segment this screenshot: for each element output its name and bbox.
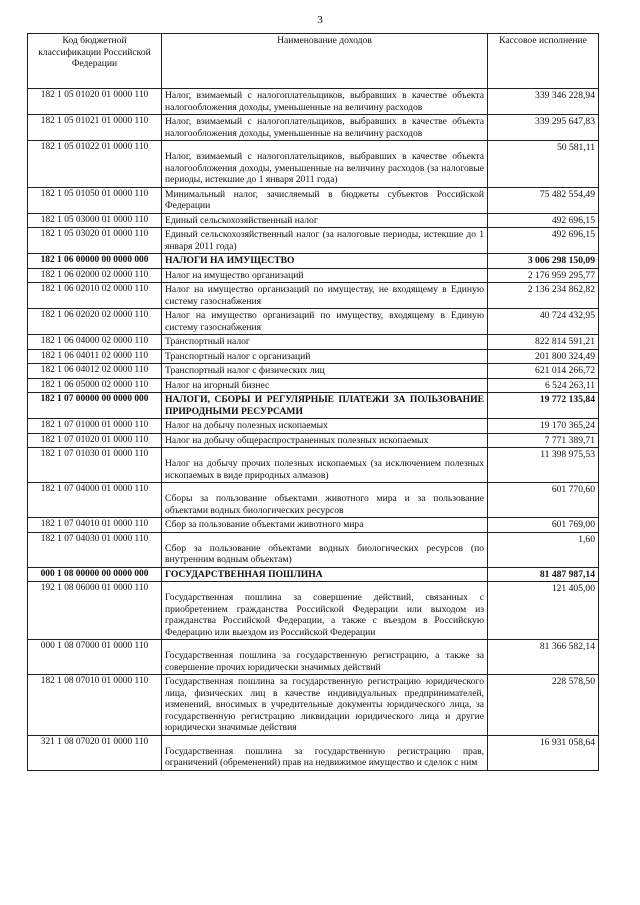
table-row [28, 254, 599, 269]
row-amount: 16 931 058,64 [488, 735, 599, 770]
row-code: 182 1 08 07010 01 0000 110 [28, 675, 162, 736]
row-code: 182 1 07 04030 01 0000 110 [28, 532, 162, 567]
row-amount: 81 366 582,14 [488, 640, 599, 675]
row-amount: 228 578,50 [488, 675, 599, 736]
row-amount: 11 398 975,53 [488, 448, 599, 483]
row-amount: 339 346 228,94 [488, 89, 599, 115]
row-code: 182 1 07 04010 01 0000 110 [28, 518, 162, 533]
row-code: 182 1 06 05000 02 0000 110 [28, 378, 162, 393]
row-name: Единый сельскохозяйственный налог [162, 213, 488, 228]
row-code: 182 1 06 02010 02 0000 110 [28, 283, 162, 309]
table-row [28, 141, 599, 188]
row-name: Минимальный налог, зачисляемый в бюджеты субъектов Российской Федерации [162, 187, 488, 213]
row-amount: 6 524 263,11 [488, 378, 599, 393]
row-name: Налог, взимаемый с налогоплательщиков, выбравших в качестве объекта налогообложения доходы, уменьшенные на величину расходов [162, 115, 488, 141]
row-amount: 201 800 324,49 [488, 349, 599, 364]
table-row [28, 213, 599, 228]
row-amount: 121 405,00 [488, 582, 599, 640]
table-row [28, 640, 599, 675]
header-name: Наименование доходов [162, 34, 488, 89]
row-amount: 822 814 591,21 [488, 335, 599, 350]
row-code: 182 1 05 01050 01 0000 110 [28, 187, 162, 213]
row-name: Государственная пошлина за государственную регистрацию прав, ограничений (обременений) прав на недвижимое имущество и сделок с ним [162, 735, 488, 770]
row-code: 000 1 08 07000 01 0000 110 [28, 640, 162, 675]
row-code: 182 1 06 04000 02 0000 110 [28, 335, 162, 350]
row-code: 182 1 07 00000 00 0000 000 [28, 393, 162, 419]
row-code: 182 1 06 00000 00 0000 000 [28, 254, 162, 269]
row-code: 182 1 07 01030 01 0000 110 [28, 448, 162, 483]
table-row [28, 675, 599, 736]
row-amount: 601 769,00 [488, 518, 599, 533]
row-amount: 1,60 [488, 532, 599, 567]
row-code: 182 1 05 01020 01 0000 110 [28, 89, 162, 115]
row-amount: 40 724 432,95 [488, 309, 599, 335]
row-amount: 7 771 389,71 [488, 433, 599, 448]
row-amount: 492 696,15 [488, 213, 599, 228]
row-code: 182 1 07 01000 01 0000 110 [28, 419, 162, 434]
row-name: Транспортный налог [162, 335, 488, 350]
row-name: Транспортный налог с организаций [162, 349, 488, 364]
page-number: 3 [317, 14, 323, 26]
table-row [28, 419, 599, 434]
row-name: Налог на добычу прочих полезных ископаемых (за исключением полезных ископаемых в виде природных алмазов) [162, 448, 488, 483]
table-row [28, 448, 599, 483]
table-row [28, 89, 599, 115]
row-name: ГОСУДАРСТВЕННАЯ ПОШЛИНА [162, 567, 488, 582]
row-code: 182 1 05 01021 01 0000 110 [28, 115, 162, 141]
row-amount: 2 136 234 862,82 [488, 283, 599, 309]
row-amount: 50 581,11 [488, 141, 599, 188]
row-name: Налог, взимаемый с налогоплательщиков, выбравших в качестве объекта налогообложения доходы, уменьшенные на величину расходов [162, 89, 488, 115]
row-name: Сбор за пользование объектами водных биологических ресурсов (по внутренним водным объектам) [162, 532, 488, 567]
table-row [28, 532, 599, 567]
row-code: 192 1 08 06000 01 0000 110 [28, 582, 162, 640]
table-row [28, 433, 599, 448]
row-code: 182 1 06 02000 02 0000 110 [28, 268, 162, 283]
table-row [28, 187, 599, 213]
table-row [28, 567, 599, 582]
table-row [28, 393, 599, 419]
table-row [28, 735, 599, 770]
row-code: 182 1 06 02020 02 0000 110 [28, 309, 162, 335]
table-row [28, 228, 599, 254]
row-amount: 75 482 554,49 [488, 187, 599, 213]
table-row [28, 582, 599, 640]
row-name: Налог на имущество организаций по имуществу, не входящему в Единую систему газоснабжения [162, 283, 488, 309]
row-name: Налог на имущество организаций [162, 268, 488, 283]
revenue-table [27, 33, 599, 771]
header-amount: Кассовое исполнение [488, 34, 599, 89]
row-amount: 81 487 987,14 [488, 567, 599, 582]
table-row [28, 364, 599, 379]
row-code: 182 1 07 01020 01 0000 110 [28, 433, 162, 448]
row-name: Единый сельскохозяйственный налог (за налоговые периоды, истекшие до 1 января 2011 года) [162, 228, 488, 254]
row-code: 000 1 08 00000 00 0000 000 [28, 567, 162, 582]
row-name: Государственная пошлина за государственную регистрацию юридического лица, физических лиц в качестве индивидуальных предпринимателей, изменений, вносимых в учредительные документы юридического лица, за государственную регистрацию ликвидации юридического лица и другие юридически значимые действия [162, 675, 488, 736]
row-name: Налог на игорный бизнес [162, 378, 488, 393]
row-name: НАЛОГИ, СБОРЫ И РЕГУЛЯРНЫЕ ПЛАТЕЖИ ЗА ПОЛЬЗОВАНИЕ ПРИРОДНЫМИ РЕСУРСАМИ [162, 393, 488, 419]
row-amount: 19 772 135,84 [488, 393, 599, 419]
row-name: Государственная пошлина за совершение действий, связанных с приобретением гражданства Российской Федерации или выходом из гражданства Российской Федерации, а также с въездом в Российскую Федерацию или выездом из Российской Федерации [162, 582, 488, 640]
table-header-row [28, 34, 599, 89]
row-amount: 2 176 959 295,77 [488, 268, 599, 283]
row-code: 182 1 07 04000 01 0000 110 [28, 483, 162, 518]
table-row [28, 268, 599, 283]
row-name: Налог на добычу полезных ископаемых [162, 419, 488, 434]
row-name: Сборы за пользование объектами животного мира и за пользование объектами водных биологических ресурсов [162, 483, 488, 518]
row-amount: 3 006 298 150,09 [488, 254, 599, 269]
row-amount: 19 170 365,24 [488, 419, 599, 434]
row-name: Сбор за пользование объектами животного мира [162, 518, 488, 533]
row-name: Транспортный налог с физических лиц [162, 364, 488, 379]
table-row [28, 349, 599, 364]
row-code: 182 1 05 03020 01 0000 110 [28, 228, 162, 254]
row-name: Государственная пошлина за государственную регистрацию, а также за совершение прочих юридически значимых действий [162, 640, 488, 675]
row-amount: 339 295 647,83 [488, 115, 599, 141]
row-name: НАЛОГИ НА ИМУЩЕСТВО [162, 254, 488, 269]
table-row [28, 518, 599, 533]
row-code: 182 1 05 01022 01 0000 110 [28, 141, 162, 188]
table-row [28, 335, 599, 350]
row-amount: 492 696,15 [488, 228, 599, 254]
row-name: Налог на добычу общераспространенных полезных ископаемых [162, 433, 488, 448]
row-code: 182 1 05 03000 01 0000 110 [28, 213, 162, 228]
table-row [28, 115, 599, 141]
row-code: 182 1 06 04012 02 0000 110 [28, 364, 162, 379]
row-name: Налог на имущество организаций по имуществу, входящему в Единую систему газоснабжения [162, 309, 488, 335]
table-row [28, 309, 599, 335]
row-code: 321 1 08 07020 01 0000 110 [28, 735, 162, 770]
row-name: Налог, взимаемый с налогоплательщиков, выбравших в качестве объекта налогообложения доходы, уменьшенные на величину расходов (за налоговые периоды, истекшие до 1 января 2011 года) [162, 141, 488, 188]
row-amount: 601 770,60 [488, 483, 599, 518]
header-code: Код бюджетной классификации Российской Федерации [28, 34, 162, 89]
row-amount: 621 014 266,72 [488, 364, 599, 379]
table-row [28, 378, 599, 393]
row-code: 182 1 06 04011 02 0000 110 [28, 349, 162, 364]
table-row [28, 483, 599, 518]
table-row [28, 283, 599, 309]
